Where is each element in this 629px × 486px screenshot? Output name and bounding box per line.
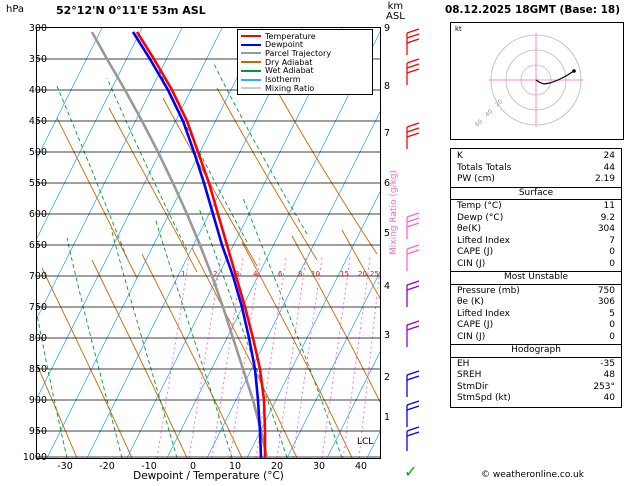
index-value-k: 24 — [603, 151, 615, 161]
index-value-surface-theta-e: 304 — [597, 224, 615, 234]
index-row-k — [451, 151, 621, 163]
legend-item-temperature — [241, 32, 369, 40]
wind-barb-330 — [407, 59, 419, 85]
ytick-750: 750 — [28, 302, 47, 313]
index-value-totals-totals: 44 — [603, 162, 615, 173]
index-key-sreh: SREH — [457, 370, 482, 380]
legend-item-dewpoint — [241, 41, 369, 49]
legend-swatch-dewpoint — [241, 44, 261, 46]
svg-text:8: 8 — [298, 270, 303, 278]
xtick-40: 40 — [354, 461, 368, 472]
kmtick-8: 8 — [384, 81, 391, 92]
credit-text: © weatheronline.co.uk — [481, 470, 584, 480]
legend-label-isotherm: Isotherm — [265, 75, 301, 85]
legend-label-dry-adiabat: Dry Adiabat — [265, 57, 313, 67]
kmtick-1: 1 — [384, 412, 391, 423]
index-row-surface-lifted-index — [451, 236, 621, 248]
svg-text:15: 15 — [340, 270, 349, 278]
index-value-surface-temp: 11 — [603, 201, 615, 211]
index-key-surface-dewp: Dewp (°C) — [457, 212, 504, 223]
indices-table — [450, 148, 622, 408]
kmtick-2: 2 — [384, 372, 391, 383]
svg-text:25: 25 — [370, 270, 379, 278]
svg-text:20: 20 — [358, 270, 367, 278]
surface-wind-marker: ✓ — [404, 462, 418, 481]
index-key-stmspd: StmSpd (kt) — [457, 393, 511, 403]
x-axis-title: Dewpoint / Temperature (°C) — [133, 470, 284, 482]
ytick-700: 700 — [28, 271, 47, 282]
ytick-450: 450 — [28, 116, 47, 127]
ytick-550: 550 — [28, 178, 47, 189]
wind-barb-600 — [407, 281, 419, 307]
sounding-title: 08.12.2025 18GMT (Base: 18) — [444, 4, 621, 16]
index-key-surface-cin: CIN (J) — [457, 258, 486, 269]
index-value-eh: -35 — [600, 358, 615, 369]
kmtick-3: 3 — [384, 330, 391, 341]
index-row-mu-cin — [451, 332, 621, 344]
pressure-axis-label: hPa — [6, 4, 25, 15]
index-key-mu-lifted-index: Lifted Index — [457, 308, 510, 319]
index-value-sreh: 48 — [603, 370, 615, 380]
index-value-stmdir: 253° — [593, 381, 615, 392]
index-row-sreh — [451, 370, 621, 382]
index-key-totals-totals: Totals Totals — [457, 162, 512, 173]
index-value-pw: 2.19 — [594, 174, 615, 184]
index-key-surface-temp: Temp (°C) — [457, 201, 502, 211]
wind-barb-875 — [407, 401, 419, 427]
index-row-surface-cape — [451, 247, 621, 259]
index-row-eh — [451, 359, 621, 371]
hodograph — [450, 22, 624, 140]
wind-barb-500 — [407, 213, 419, 239]
legend-swatch-isotherm — [241, 79, 261, 81]
legend-label-wet-adiabat: Wet Adiabat — [265, 66, 314, 76]
ytick-900: 900 — [28, 395, 47, 406]
index-key-surface-lifted-index: Lifted Index — [457, 235, 510, 246]
ytick-650: 650 — [28, 240, 47, 251]
index-key-k: K — [457, 151, 463, 161]
legend-item-mixing-ratio — [241, 84, 369, 92]
svg-text:1: 1 — [181, 270, 186, 278]
index-value-mu-theta-e: 306 — [597, 297, 615, 307]
kmtick-6: 6 — [384, 178, 391, 189]
index-value-stmspd: 40 — [603, 393, 615, 403]
index-key-mu-cape: CAPE (J) — [457, 320, 494, 330]
kmtick-9: 9 — [384, 23, 391, 34]
index-row-surface-dewp — [451, 213, 621, 225]
xtick-30: 30 — [312, 461, 326, 472]
index-key-surface-theta-e: θe(K) — [457, 224, 481, 234]
index-key-eh: EH — [457, 358, 470, 369]
legend-label-parcel: Parcel Trajectory — [265, 48, 332, 58]
xtick-0: 0 — [189, 461, 197, 472]
index-row-surface-cin — [451, 259, 621, 271]
section-header-surface: Surface — [451, 187, 621, 201]
height-axis-label: km ASL — [386, 1, 405, 22]
ytick-400: 400 — [28, 85, 47, 96]
legend-swatch-mixing-ratio — [241, 87, 261, 89]
kmtick-4: 4 — [384, 281, 391, 292]
ytick-500: 500 — [28, 147, 47, 158]
ytick-850: 850 — [28, 364, 47, 375]
xtick--10: -10 — [141, 461, 157, 472]
index-value-mu-cape: 0 — [609, 320, 615, 330]
svg-text:10: 10 — [311, 270, 320, 278]
legend-swatch-temperature — [241, 35, 261, 37]
index-value-surface-dewp: 9.2 — [600, 212, 615, 223]
index-value-surface-cape: 0 — [609, 247, 615, 257]
index-row-surface-theta-e — [451, 224, 621, 236]
legend-swatch-dry-adiabat — [241, 61, 261, 63]
legend-item-wet-adiabat — [241, 67, 369, 75]
legend-label-mixing-ratio: Mixing Ratio — [265, 83, 315, 93]
index-row-mu-cape — [451, 320, 621, 332]
index-key-mu-pressure: Pressure (mb) — [457, 285, 520, 296]
ytick-800: 800 — [28, 333, 47, 344]
svg-text:6: 6 — [278, 270, 283, 278]
hodograph-trace — [536, 71, 574, 84]
legend-item-parcel — [241, 49, 369, 57]
svg-text:3: 3 — [235, 270, 240, 278]
index-row-mu-theta-e — [451, 297, 621, 309]
index-value-mu-lifted-index: 5 — [609, 308, 615, 319]
kmtick-5: 5 — [384, 228, 391, 239]
xtick--30: -30 — [57, 461, 73, 472]
svg-text:20: 20 — [493, 98, 505, 109]
station-title: 52°12'N 0°11'E 53m ASL — [56, 4, 206, 17]
index-key-stmdir: StmDir — [457, 381, 489, 392]
svg-text:4: 4 — [253, 270, 258, 278]
wind-barb-700 — [407, 321, 419, 347]
hodograph-unit-label: kt — [455, 25, 462, 33]
legend-swatch-wet-adiabat — [241, 70, 261, 72]
index-value-surface-cin: 0 — [609, 258, 615, 269]
index-row-totals-totals — [451, 163, 621, 175]
wind-barb-305 — [407, 29, 419, 55]
wind-barb-550 — [407, 245, 419, 271]
right-panel — [436, 0, 629, 486]
index-key-mu-cin: CIN (J) — [457, 331, 486, 342]
kmtick-7: 7 — [384, 128, 391, 139]
ytick-950: 950 — [28, 426, 47, 437]
wind-barb-column — [395, 27, 430, 459]
index-value-mu-pressure: 750 — [597, 285, 615, 296]
ytick-350: 350 — [28, 54, 47, 65]
xtick--20: -20 — [99, 461, 115, 472]
index-value-surface-lifted-index: 7 — [609, 235, 615, 246]
legend — [237, 29, 373, 95]
svg-text:2: 2 — [213, 270, 218, 278]
index-row-pw — [451, 174, 621, 186]
legend-swatch-parcel — [241, 52, 261, 54]
legend-label-dewpoint: Dewpoint — [265, 40, 304, 50]
legend-label-temperature: Temperature — [265, 31, 316, 41]
wind-barb-400 — [407, 123, 419, 149]
index-key-mu-theta-e: θe (K) — [457, 297, 484, 307]
wind-barb-800 — [407, 371, 419, 397]
wind-barb-925 — [407, 427, 419, 451]
xtick-20: 20 — [270, 461, 284, 472]
xtick-10: 10 — [228, 461, 242, 472]
ytick-1000: 1000 — [22, 452, 47, 463]
index-key-pw: PW (cm) — [457, 174, 495, 184]
section-header-most-unstable: Most Unstable — [451, 271, 621, 285]
ytick-300: 300 — [28, 23, 47, 34]
index-row-stmdir — [451, 382, 621, 394]
index-value-mu-cin: 0 — [609, 331, 615, 342]
index-row-surface-temp — [451, 201, 621, 213]
legend-item-isotherm — [241, 75, 369, 83]
svg-text:60: 60 — [473, 118, 485, 129]
lcl-label: LCL — [357, 437, 374, 447]
ytick-600: 600 — [28, 209, 47, 220]
index-key-surface-cape: CAPE (J) — [457, 247, 494, 257]
index-row-stmspd — [451, 393, 621, 405]
index-row-mu-pressure — [451, 286, 621, 298]
mixing-ratio-axis-label: Mixing Ratio (g/kg) — [389, 169, 399, 255]
legend-item-dry-adiabat — [241, 58, 369, 66]
section-header-hodograph: Hodograph — [451, 344, 621, 358]
svg-text:40: 40 — [483, 108, 495, 119]
index-row-mu-lifted-index — [451, 309, 621, 321]
